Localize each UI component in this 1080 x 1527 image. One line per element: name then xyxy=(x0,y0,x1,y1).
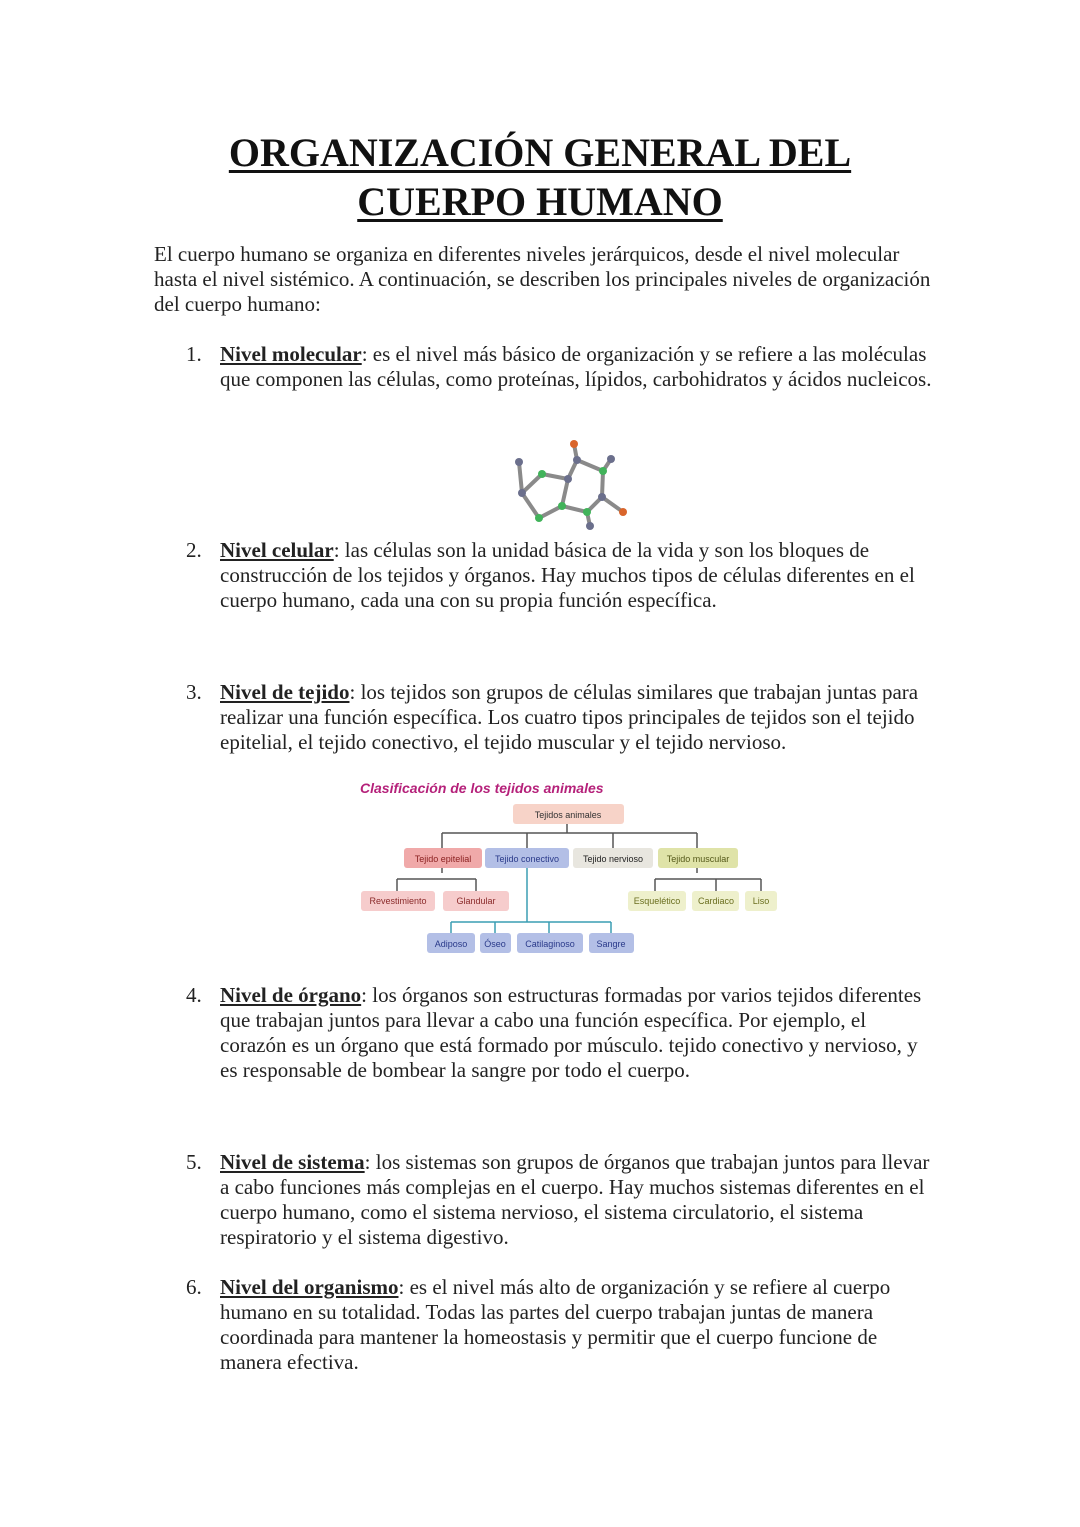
description-celular: : las células son la unidad básica de la vida y son los bloques de construcción de los tejidos y órganos. Hay muchos tipos de células diferentes en el cuerpo humano, cada una con su propia función específica. xyxy=(220,538,915,612)
list-number: 2. xyxy=(186,538,202,562)
svg-text:Tejido conectivo: Tejido conectivo xyxy=(494,854,560,864)
node-tejido-nervioso xyxy=(573,848,653,868)
title-line-1: ORGANIZACIÓN GENERAL DEL xyxy=(228,130,852,175)
svg-text:Tejidos animales: Tejidos animales xyxy=(534,810,602,820)
svg-text:Catilaginoso: Catilaginoso xyxy=(525,939,575,949)
term-sistema: Nivel de sistema xyxy=(220,1150,365,1174)
node-tejido-epitelial xyxy=(404,848,482,868)
node-adiposo xyxy=(427,933,475,953)
description-organismo: : es el nivel más alto de organización y se refiere al cuerpo humano en su totalidad. Todas las partes del cuerpo trabajan juntas de manera coordinada para mantener la homeostasis y permitir que el cuerpo funcione de manera efectiva. xyxy=(220,1275,891,1374)
node-revestimiento xyxy=(361,891,435,911)
term-tejido: Nivel de tejido xyxy=(220,680,350,704)
page-title xyxy=(0,128,1080,226)
svg-text:Glandular: Glandular xyxy=(456,896,496,906)
node-oseo xyxy=(480,933,511,953)
list-item-tejido xyxy=(186,680,936,755)
node-tejido-muscular xyxy=(658,848,738,868)
node-liso xyxy=(745,891,777,911)
node-tejidos-animales xyxy=(513,804,624,824)
node-sangre xyxy=(589,933,634,953)
list-item-sistema xyxy=(186,1150,936,1250)
svg-text:Esquelético: Esquelético xyxy=(633,896,681,906)
list-item-organismo xyxy=(186,1275,936,1375)
term-celular: Nivel celular xyxy=(220,538,334,562)
node-cartilaginoso xyxy=(517,933,583,953)
list-item-celular xyxy=(186,538,936,613)
svg-text:Sangre: Sangre xyxy=(596,939,626,949)
description-sistema: : los sistemas son grupos de órganos que trabajan juntos para llevar a cabo funciones más complejas en el cuerpo. Hay muchos sistemas diferentes en el cuerpo humano, como el sistema nervioso, el sistema circulatorio, el sistema respiratorio y el sistema digestivo. xyxy=(220,1150,930,1249)
svg-text:Revestimiento: Revestimiento xyxy=(369,896,427,906)
description-tejido: : los tejidos son grupos de células similares que trabajan juntas para realizar una función específica. Los cuatro tipos principales de tejidos son el tejido epitelial, el tejido conectivo, el tejido muscular y el tejido nervioso. xyxy=(220,680,919,754)
node-glandular xyxy=(443,891,509,911)
node-tejido-conectivo xyxy=(485,848,569,868)
diagram-title: Clasificación de los tejidos animales xyxy=(360,780,604,796)
list-number: 5. xyxy=(186,1150,202,1174)
tissue-classification-diagram xyxy=(355,777,795,957)
term-organismo: Nivel del organismo xyxy=(220,1275,399,1299)
svg-text:Liso: Liso xyxy=(752,896,770,906)
title-line-2: CUERPO HUMANO xyxy=(357,179,723,224)
svg-text:Tejido muscular: Tejido muscular xyxy=(666,854,730,864)
svg-text:Cardiaco: Cardiaco xyxy=(697,896,735,906)
node-esqueletico xyxy=(628,891,686,911)
list-item-organo xyxy=(186,983,936,1083)
term-molecular: Nivel molecular xyxy=(220,342,362,366)
description-organo: : los órganos son estructuras formadas por varios tejidos diferentes que trabajan juntos para llevar a cabo una función específica. Por ejemplo, el corazón es un órgano que está formado por músculo. tejido conectivo y nervioso, y es responsable de bombear la sangre por todo el cuerpo. xyxy=(220,983,922,1082)
list-item-molecular xyxy=(186,342,936,392)
list-number: 1. xyxy=(186,342,202,366)
svg-text:Tejido epitelial: Tejido epitelial xyxy=(414,854,472,864)
svg-text:Óseo: Óseo xyxy=(484,939,506,949)
list-number: 3. xyxy=(186,680,202,704)
molecule-image xyxy=(508,436,636,536)
description-molecular: : es el nivel más básico de organización y se refiere a las moléculas que componen las células, como proteínas, lípidos, carbohidratos y ácidos nucleicos. xyxy=(220,342,932,391)
svg-text:Adiposo: Adiposo xyxy=(434,939,468,949)
svg-text:Tejido nervioso: Tejido nervioso xyxy=(582,854,644,864)
list-number: 4. xyxy=(186,983,202,1007)
term-organo: Nivel de órgano xyxy=(220,983,362,1007)
list-number: 6. xyxy=(186,1275,202,1299)
intro-paragraph: El cuerpo humano se organiza en diferentes niveles jerárquicos, desde el nivel molecular hasta el nivel sistémico. A continuación, se describen los principales niveles de organización del cuerpo humano: xyxy=(154,242,931,316)
node-cardiaco xyxy=(692,891,739,911)
